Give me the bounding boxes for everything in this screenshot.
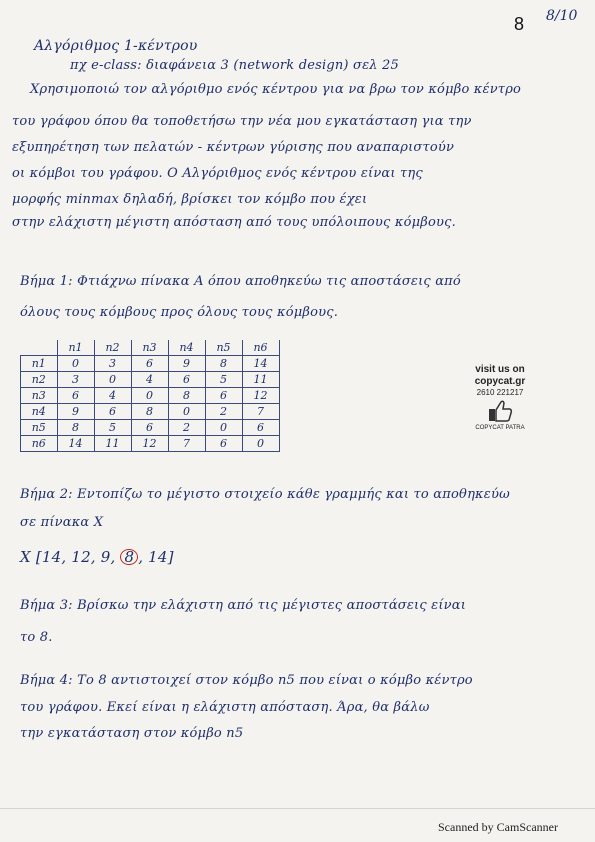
matrix-cell: 6 [131,356,168,372]
matrix-cell: 6 [94,404,131,420]
matrix-cell: 0 [94,372,131,388]
intro-line-1: Χρησιμοποιώ τον αλγόριθμο ενός κέντρου για να βρω τον κόμβο κέντρο [30,82,522,97]
matrix-cell: 14 [57,436,94,452]
stamp-phone: 2610 221217 [476,388,524,397]
matrix-cell: 2 [168,420,205,436]
intro-line-5: μορφής minmax δηλαδή, βρίσκει τον κόμβο που έχει [12,192,368,207]
matrix-cell: 8 [168,388,205,404]
matrix-header-cell: n3 [131,340,168,356]
matrix-header-cell: n4 [168,340,205,356]
matrix-cell: 8 [131,404,168,420]
matrix-cell: 14 [242,356,279,372]
matrix-cell: 6 [57,388,94,404]
matrix-row [21,436,280,452]
max-vector-prefix: Χ [14, 12, 9, [20,548,121,566]
stamp-name: COPYCAT PATRA [475,425,525,431]
matrix-cell: 12 [131,436,168,452]
scanner-watermark: Scanned by CamScanner [438,820,558,834]
matrix-cell: 8 [205,356,242,372]
matrix-row-label: n3 [21,388,58,404]
stamp-website: copycat.gr [474,376,526,387]
step4-line-1: Βήμα 4: Το 8 αντιστοιχεί στον κόμβο n5 που είναι ο κόμβο κέντρο [20,673,473,688]
matrix-cell: 0 [205,420,242,436]
matrix-row-label: n6 [21,436,58,452]
matrix-row-label: n2 [21,372,58,388]
matrix-row-label: n4 [21,404,58,420]
matrix-header-cell: n5 [205,340,242,356]
matrix-row [21,404,280,420]
matrix-cell: 0 [57,356,94,372]
max-vector [20,548,174,566]
matrix-cell: 6 [168,372,205,388]
max-vector-suffix: , 14] [138,548,174,566]
step4-line-2: του γράφου. Εκεί είναι η ελάχιστη απόσταση. Άρα, θα βάλω [20,700,430,715]
step3-line-2: το 8. [20,630,53,645]
matrix-cell: 6 [205,388,242,404]
matrix-cell: 11 [242,372,279,388]
distance-matrix [20,340,280,452]
copycat-stamp [460,364,540,432]
step4-line-3: την εγκατάσταση στον κόμβο n5 [20,726,244,741]
matrix-header-cell: n6 [242,340,279,356]
matrix-row [21,388,280,404]
matrix-cell: 9 [168,356,205,372]
step1-line-2: όλους τους κόμβους προς όλους τους κόμβους. [20,305,339,320]
matrix-cell: 5 [205,372,242,388]
intro-line-3: εξυπηρέτηση των πελατών - κέντρων γύρισης που αναπαριστούν [12,140,455,155]
step3-line-1: Βήμα 3: Βρίσκω την ελάχιστη από τις μέγιστες αποστάσεις είναι [20,598,467,613]
matrix-cell: 0 [242,436,279,452]
step2-line-2: σε πίνακα Χ [20,515,104,530]
matrix-cell: 8 [57,420,94,436]
page-number: 8 [514,14,525,34]
matrix-cell: 12 [242,388,279,404]
matrix-row-label: n1 [21,356,58,372]
matrix-cell: 7 [242,404,279,420]
intro-line-2: του γράφου όπου θα τοποθετήσω την νέα μου εγκατάσταση για την [12,114,472,129]
matrix-cell: 3 [57,372,94,388]
matrix-cell: 3 [94,356,131,372]
matrix-cell: 6 [131,420,168,436]
intro-line-4: οι κόμβοι του γράφου. Ο Αλγόριθμος ενός κέντρου είναι της [12,166,423,181]
matrix-header-cell: n2 [94,340,131,356]
thumbs-up-icon [487,399,513,423]
stamp-visit-text: visit us on [475,364,525,375]
matrix-cell: 0 [168,404,205,420]
grade-mark: 8/10 [546,8,578,24]
heading-title: Αλγόριθμος 1-κέντρου [34,38,198,54]
step1-line-1: Βήμα 1: Φτιάχνω πίνακα Α όπου αποθηκεύω τις αποστάσεις από [20,274,461,289]
matrix-cell: 2 [205,404,242,420]
matrix-header-cell: n1 [57,340,94,356]
matrix-row-label: n5 [21,420,58,436]
matrix-cell: 7 [168,436,205,452]
intro-line-6: στην ελάχιστη μέγιστη απόσταση από τους υπόλοιπους κόμβους. [12,215,456,230]
matrix-cell: 4 [131,372,168,388]
matrix-cell: 6 [242,420,279,436]
matrix-row [21,420,280,436]
matrix-cell: 9 [57,404,94,420]
matrix-header-cell [21,340,58,356]
matrix-cell: 6 [205,436,242,452]
matrix-cell: 11 [94,436,131,452]
matrix-cell: 4 [94,388,131,404]
matrix-cell: 5 [94,420,131,436]
step2-line-1: Βήμα 2: Εντοπίζω το μέγιστο στοιχείο κάθε γραμμής και το αποθηκεύω [20,487,510,502]
matrix-cell: 0 [131,388,168,404]
circled-min-value: 8 [120,549,138,565]
matrix-header-row [21,340,280,356]
matrix-row [21,372,280,388]
footer-divider [0,808,595,809]
matrix-row [21,356,280,372]
eclass-reference: πχ e-class: διαφάνεια 3 (network design) σελ 25 [70,58,400,73]
